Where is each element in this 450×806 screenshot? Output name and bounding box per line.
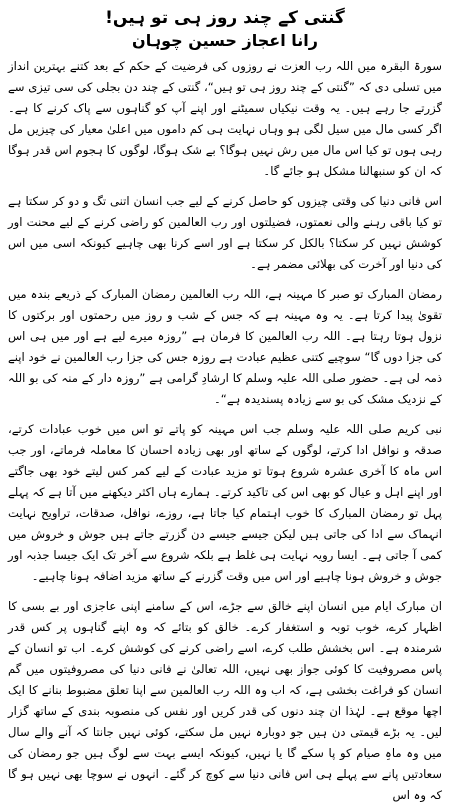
paragraph-5: ان مبارک ایام میں انسان اپنے خالق سے جڑے، اس کے سامنے اپنی عاجزی اور بے بسی کا اظہار کرے، خوب توبہ و استغفار کرے۔ خالق کو بتائے کہ وہ اپنے گناہوں پر کس قدر شرمندہ ہے۔ اس بخشش طلب کرے، اسے راضی کرنے کی کوشش کرے۔ اب تو انسان کے پاس مصروفیت کا کوئی جواز بھی نہیں، اللہ تعالیٰ نے فانی دنیا کی مصروفیتوں میں گم انسان کو فراغت بخشی ہے، کہ اب وہ اللہ رب العالمین سے اپنا تعلق مضبوط بنانے کا ایک اچھا موقع ہے۔ لہٰذا ان چند دنوں کی قدر کریں اور نفس کی منصوبہ بندی کے ساتھ گزار لیں۔ یہ بڑے قیمتی دن ہیں جو دوبارہ نہیں مل سکتے، کوئی نہیں جانتا کہ آنے والے سال میں وہ ماہِ صیام کو پا سکے گا یا نہیں، کیونکہ ایسے بہت سے لوگ ہیں جو رمضان کی سعادتیں پانے سے پہلے ہی اس فانی دنیا سے کوچ کر گئے۔ انہوں نے سوچا بھی نہیں ہو گا کہ وہ اس bbox=[8, 599, 442, 802]
paragraph-3: رمضان المبارک تو صبر کا مہینہ ہے، اللہ رب العالمین رمضان المبارک کے ذریعے بندہ میں تقویٰ پیدا کرتا ہے۔ یہ وہ مہینہ ہے کہ جس کے شب و روز میں رحمتوں اور برکتوں کا نزول ہوتا رہتا ہے۔ اللہ رب العالمین کا فرمان ہے ”روزہ میرے لیے ہے اور میں ہی اس کی جزا دوں گا“ سوچیے کتنی عظیم عبادت ہے روزہ جس کی جزا رب العالمین نے خود اپنے ذمہ لی ہے۔ حضور صلی اللہ علیہ وسلم کا ارشادِ گرامی ہے ”روزہ دار کے منہ کی بو اللہ کے نزدیک مشک کی بو سے زیادہ پسندیدہ ہے“۔ bbox=[8, 287, 442, 406]
paragraph-2: اس فانی دنیا کی وقتی چیزوں کو حاصل کرنے کے لیے جب انسان اتنی تگ و دو کر سکتا ہے تو کیا باقی رہنے والی نعمتوں، فضیلتوں اور رب العالمین کو راضی کرنے کے لیے محنت اور کوشش نہیں کر سکتا؟ بالکل کر سکتا ہے اور اسے کرنا بھی چاہیے کیونکہ اسی میں اس کی دنیا اور آخرت کی بھلائی مضمر ہے۔ bbox=[8, 194, 442, 271]
article-author: رانا اعجاز حسین چوہان bbox=[132, 31, 318, 50]
article-body bbox=[8, 56, 442, 806]
article-title: گنتی کے چند روز ہی تو ہیں! bbox=[105, 8, 345, 28]
paragraph-4: نبی کریم صلی اللہ علیہ وسلم جب اس مہینہ کو پاتے تو اس میں خوب عبادات کرتے، صدقہ و نوافل ادا کرتے، لوگوں کے ساتھ اور بھی زیادہ احسان کا معاملہ فرماتے، اور جب اس ماہ کا آخری عشرہ شروع ہوتا تو مزید عبادت کے لیے کمر کس لیتے خود بھی جاگتے اور اپنے اہل و عیال کو بھی اس کی تاکید کرتے۔ ہمارے ہاں اکثر دیکھنے میں آتا ہے کہ پہلے پہل تو رمضان المبارک کا خوب اہتمام کیا جاتا ہے، روزے، نوافل، صدقات، تراویح نہایت انہماک سے ادا کی جاتی ہیں لیکن جیسے جیسے دن گزرتے جاتے ہیں جوش و خروش میں کمی آ جاتی ہے۔ ایسا رویہ نہایت ہی غلط ہے بلکہ شروع سے آخر تک ایک جیسا جذبہ اور جوش و خروش ہونا چاہیے اور اس میں وقت گزرنے کے ساتھ مزید اضافہ ہونا چاہیے۔ bbox=[8, 422, 442, 583]
paragraph-1: سورۃ البقرہ میں اللہ رب العزت نے روزوں کی فرضیت کے حکم کے بعد کتنے بہترین انداز میں تسلی دی کہ ”گنتی کے چند روز ہی تو ہیں“، گنتی کے چند دن بجلی کی سی تیزی سے گزرتے جا رہے ہیں۔ یہ وقت نیکیاں سمیٹنے اور اپنے آپ کو گناہوں سے پاک کرنے کا ہے۔ اگر کسی مال میں سیل لگی ہو وہاں نہایت ہی کم داموں میں اعلیٰ معیار کی چیزیں مل رہی ہوں تو کیا اس مال میں رش نہیں ہوگا؟ بے شک ہوگا، لوگوں کا ہجوم اس قدر ہوگا کہ ان کو سنبھالنا مشکل ہو جائے گا۔ bbox=[8, 59, 442, 178]
